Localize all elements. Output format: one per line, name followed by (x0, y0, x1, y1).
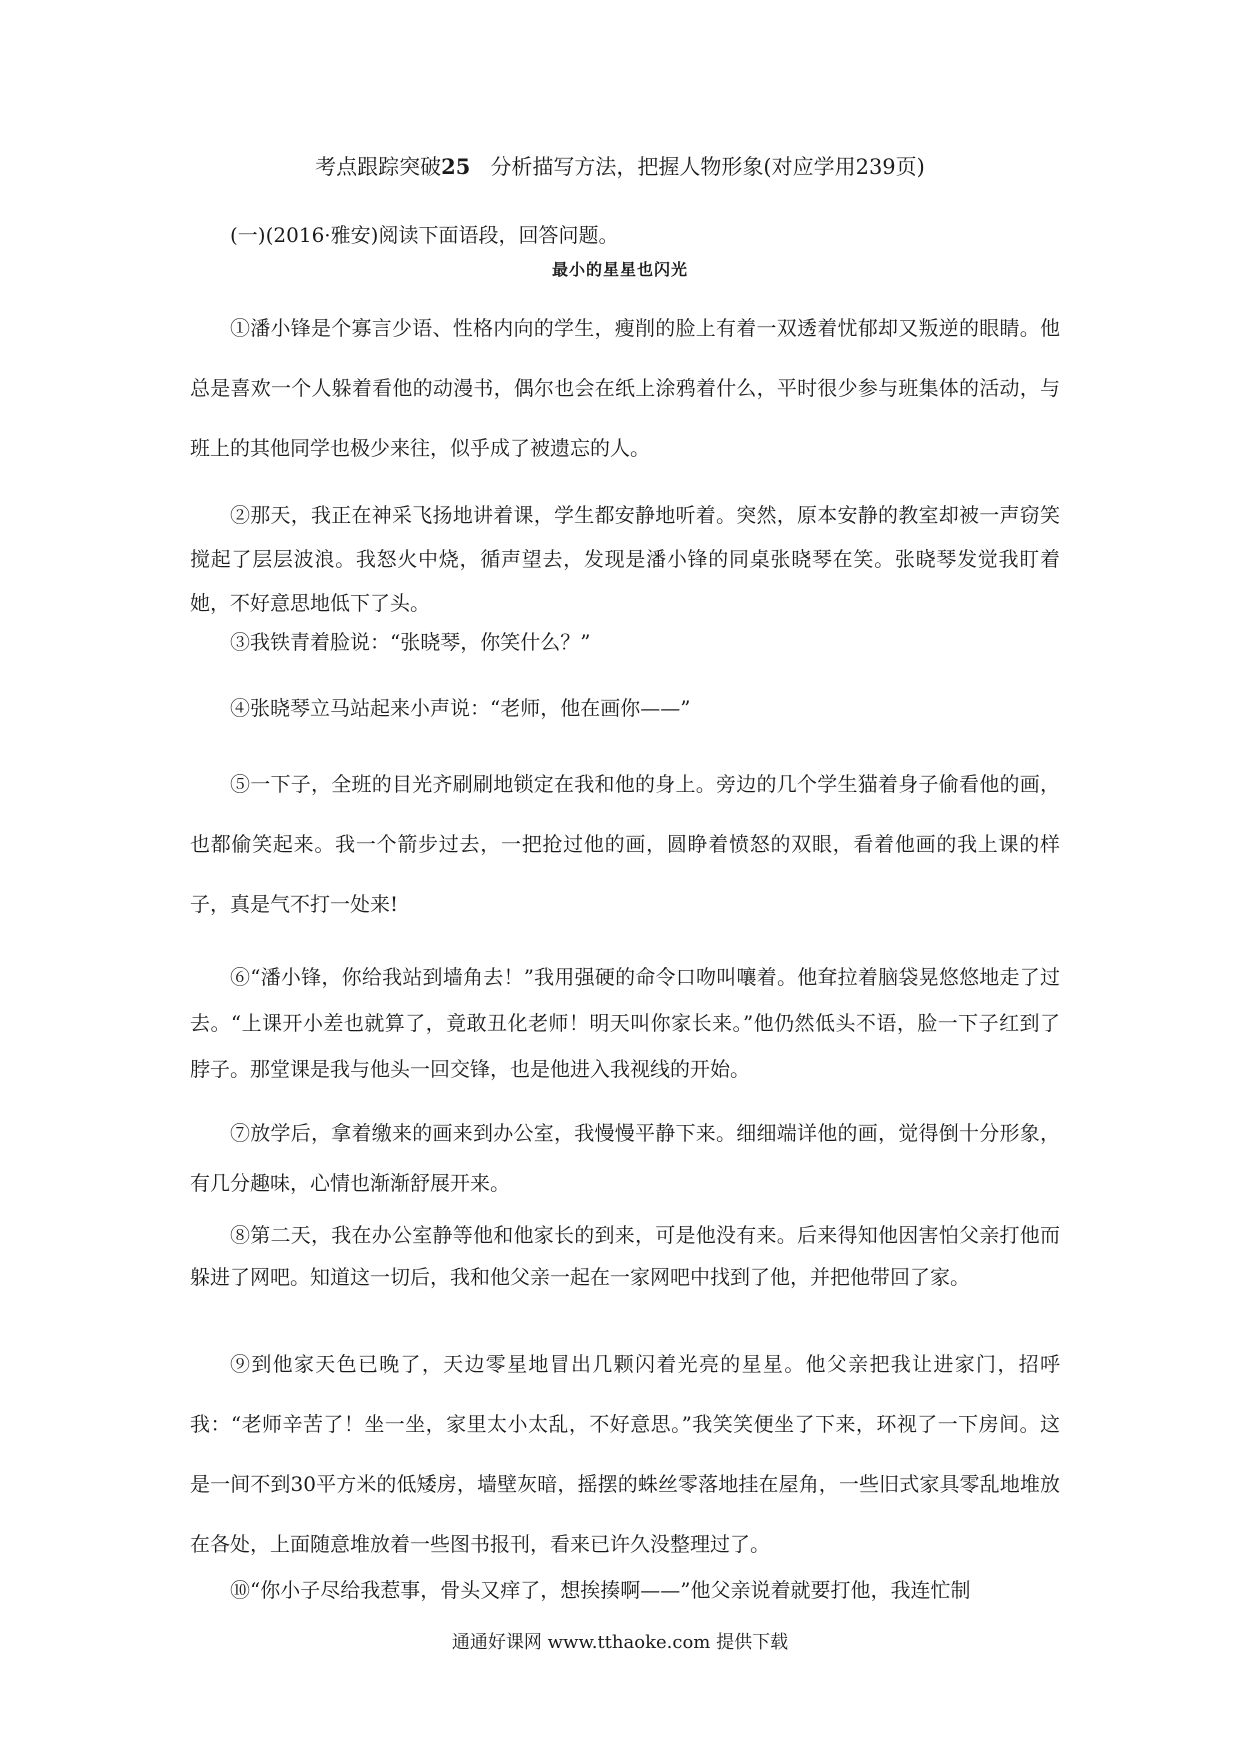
paragraph-10: ⑩“你小子尽给我惹事，骨头又痒了，想挨揍啊——”他父亲说着就要打他，我连忙制 (230, 1578, 971, 1602)
section-header (0, 152, 1240, 182)
paragraph-5: ⑤一下子，全班的目光齐刷刷地锁定在我和他的身上。旁边的几个学生猫着身子偷看他的画，也都偷笑起来。我一个箭步过去，一把抢过他的画，圆睁着愤怒的双眼，看着他画的我上课的样子，真是气不打一处来! (190, 772, 1060, 916)
story-title: 最小的星星也闪光 (551, 260, 688, 279)
page-footer: 通通好课网 www.tthaoke.com 提供下载 (451, 1632, 789, 1653)
paragraph-3: ③我铁青着脸说：“张晓琴，你笑什么？” (230, 630, 591, 654)
paragraph-2: ②那天，我正在神采飞扬地讲着课，学生都安静地听着。突然，原本安静的教室却被一声窃笑搅起了层层波浪。我怒火中烧，循声望去，发现是潘小锋的同桌张晓琴在笑。张晓琴发觉我盯着她，不好意思地低下了头。 (190, 503, 1060, 615)
paragraph-7: ⑦放学后，拿着缴来的画来到办公室，我慢慢平静下来。细细端详他的画，觉得倒十分形象，有几分趣味，心情也渐渐舒展开来。 (190, 1121, 1060, 1195)
question-intro: (一)(2016·雅安)阅读下面语段，回答问题。 (230, 223, 619, 247)
paragraph-8: ⑧第二天，我在办公室静等他和他家长的到来，可是他没有来。后来得知他因害怕父亲打他而躲进了网吧。知道这一切后，我和他父亲一起在一家网吧中找到了他，并把他带回了家。 (190, 1223, 1060, 1289)
paragraph-4: ④张晓琴立马站起来小声说：“老师，他在画你——” (230, 696, 691, 720)
paragraph-9: ⑨到他家天色已晚了，天边零星地冒出几颗闪着光亮的星星。他父亲把我让进家门，招呼我：“老师辛苦了！坐一坐，家里太小太乱，不好意思。”我笑笑便坐了下来，环视了一下房间。这是一间不到30平方米的低矮房，墙壁灰暗，摇摆的蛛丝零落地挂在屋角，一些旧式家具零乱地堆放在各处，上面随意堆放着一些图书报刊，看来已许久没整理过了。 (190, 1352, 1060, 1556)
header-prefix: 考点跟踪突破 (315, 155, 442, 179)
header-title: 分析描写方法，把握人物形象(对应学用239页) (490, 155, 925, 179)
paragraph-6: ⑥“潘小锋，你给我站到墙角去！”我用强硬的命令口吻叫嚷着。他耷拉着脑袋晃悠悠地走了过去。“上课开小差也就算了，竟敢丑化老师！明天叫你家长来。”他仍然低头不语，脸一下子红到了脖子。那堂课是我与他头一回交锋，也是他进入我视线的开始。 (190, 965, 1060, 1081)
header-lesson-number: 25 (441, 154, 471, 179)
paragraph-1: ①潘小锋是个寡言少语、性格内向的学生，瘦削的脸上有着一双透着忧郁却又叛逆的眼睛。他总是喜欢一个人躲着看他的动漫书，偶尔也会在纸上涂鸦着什么，平时很少参与班集体的活动，与班上的其他同学也极少来往，似乎成了被遗忘的人。 (190, 316, 1060, 460)
